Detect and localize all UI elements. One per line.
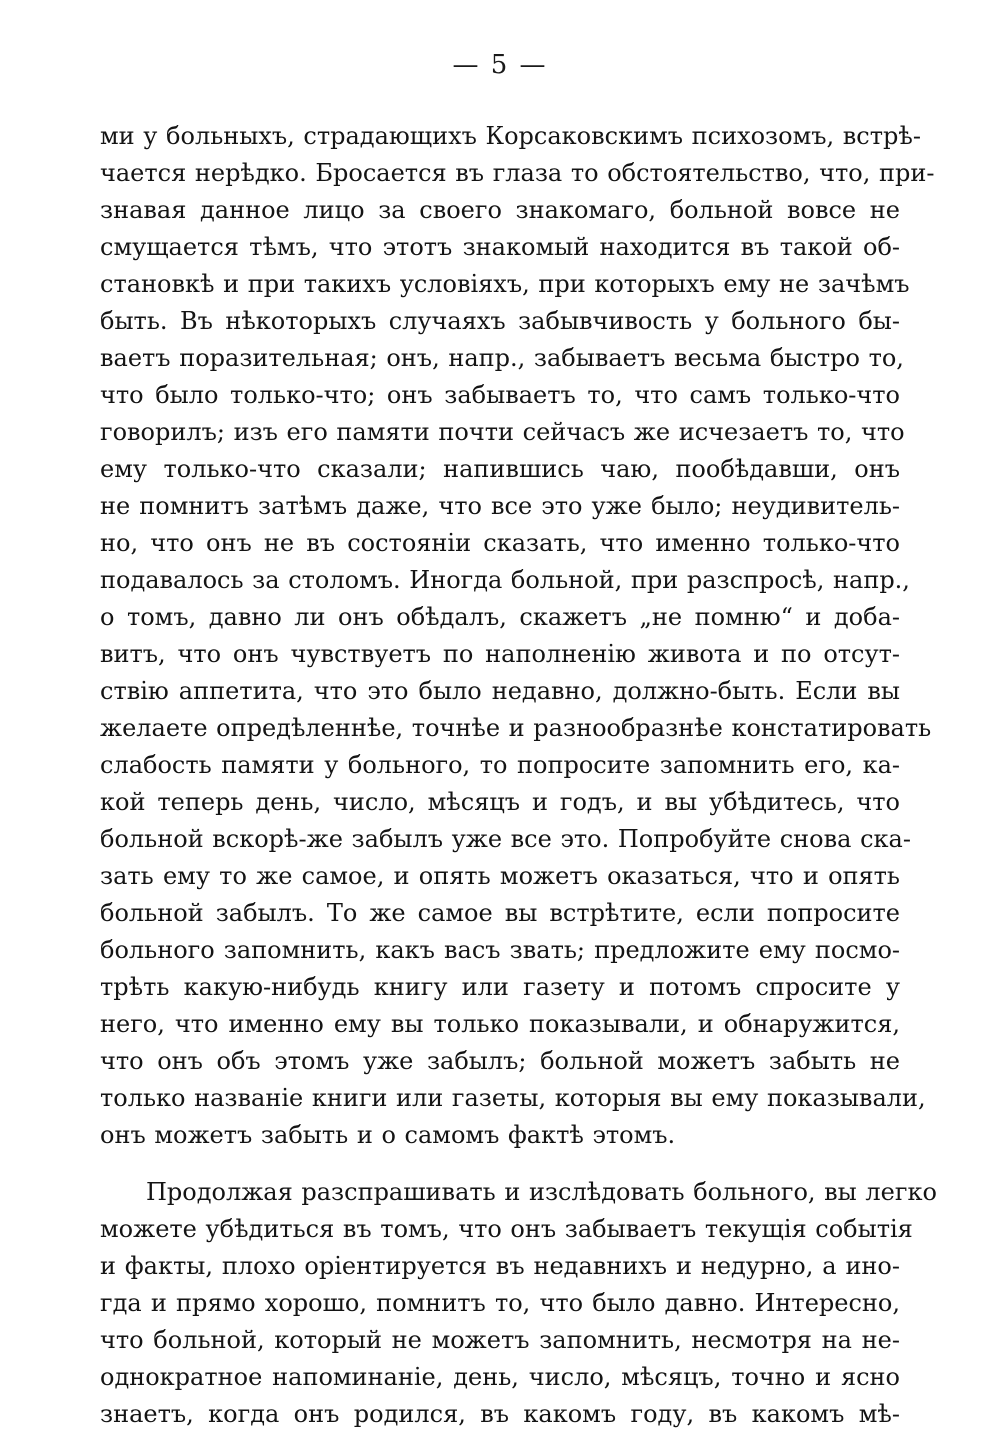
text-line: больной вскорѣ-же забылъ уже все это. Попробуйте снова ска- (100, 825, 911, 853)
text-line: ми у больныхъ, страдающихъ Корсаковскимъ психозомъ, встрѣ- (100, 122, 921, 150)
paragraph-2 (100, 1174, 937, 1433)
text-line: знаетъ, когда онъ родился, въ какомъ году, въ какомъ мѣ- (100, 1400, 900, 1428)
text-line: что больной, который не можетъ запомнить, несмотря на не- (100, 1326, 900, 1354)
text-line: и факты, плохо оріентируется въ недавнихъ и недурно, а ино- (100, 1252, 900, 1280)
text-line: быть. Въ нѣкоторыхъ случаяхъ забывчивость у больного бы- (100, 307, 900, 335)
text-line: онъ можетъ забыть и о самомъ фактѣ этомъ. (100, 1121, 676, 1149)
text-line: смущается тѣмъ, что этотъ знакомый находится въ такой об- (100, 233, 900, 261)
text-line: ваетъ поразительная; онъ, напр., забываетъ весьма быстро то, (100, 344, 904, 372)
paragraph-1 (100, 118, 935, 1154)
text-line: можете убѣдиться въ томъ, что онъ забываетъ текущія событія (100, 1215, 913, 1243)
text-line: не помнитъ затѣмъ даже, что все это уже было; неудивитель- (100, 492, 900, 520)
paragraph-gap (100, 1154, 900, 1174)
text-line: подавалось за столомъ. Иногда больной, при разспросѣ, напр., (100, 566, 910, 594)
text-line: желаете опредѣленнѣе, точнѣе и разнообразнѣе констатировать (100, 714, 932, 742)
text-line: только названіе книги или газеты, которыя вы ему показывали, (100, 1084, 926, 1112)
text-line: чается нерѣдко. Бросается въ глаза то обстоятельство, что, при- (100, 159, 935, 187)
text-line: Продолжая разспрашивать и изслѣдовать больного, вы легко (146, 1178, 937, 1206)
text-line: что было только-что; онъ забываетъ то, что самъ только-что (100, 381, 900, 409)
body-text (100, 118, 937, 1433)
text-line: кой теперь день, число, мѣсяцъ и годъ, и вы убѣдитесь, что (100, 788, 900, 816)
text-line: больного запомнить, какъ васъ звать; предложите ему посмо- (100, 936, 900, 964)
text-line: ствію аппетита, что это было недавно, должно-быть. Если вы (100, 677, 900, 705)
text-line: слабость памяти у больного, то попросите запомнить его, ка- (100, 751, 900, 779)
text-line: витъ, что онъ чувствуетъ по наполненію живота и по отсут- (100, 640, 900, 668)
text-line: больной забылъ. То же самое вы встрѣтите, если попросите (100, 899, 900, 927)
text-line: что онъ объ этомъ уже забылъ; больной можетъ забыть не (100, 1047, 900, 1075)
text-line: но, что онъ не въ состояніи сказать, что именно только-что (100, 529, 900, 557)
text-line: однократное напоминаніе, день, число, мѣсяцъ, точно и ясно (100, 1363, 900, 1391)
text-line: знавая данное лицо за своего знакомаго, больной вовсе не (100, 196, 900, 224)
page-number: — 5 — (452, 50, 548, 80)
text-line: него, что именно ему вы только показывали, и обнаружится, (100, 1010, 900, 1038)
text-line: гда и прямо хорошо, помнитъ то, что было давно. Интересно, (100, 1289, 900, 1317)
text-line: о томъ, давно ли онъ обѣдалъ, скажетъ „не помню“ и доба- (100, 603, 900, 631)
text-line: говорилъ; изъ его памяти почти сейчасъ же исчезаетъ то, что (100, 418, 905, 446)
text-line: становкѣ и при такихъ условіяхъ, при которыхъ ему не зачѣмъ (100, 270, 910, 298)
text-line: трѣть какую-нибудь книгу или газету и потомъ спросите у (100, 973, 900, 1001)
text-line: ему только-что сказали; напившись чаю, пообѣдавши, онъ (100, 455, 900, 483)
text-line: зать ему то же самое, и опять можетъ оказаться, что и опять (100, 862, 900, 890)
